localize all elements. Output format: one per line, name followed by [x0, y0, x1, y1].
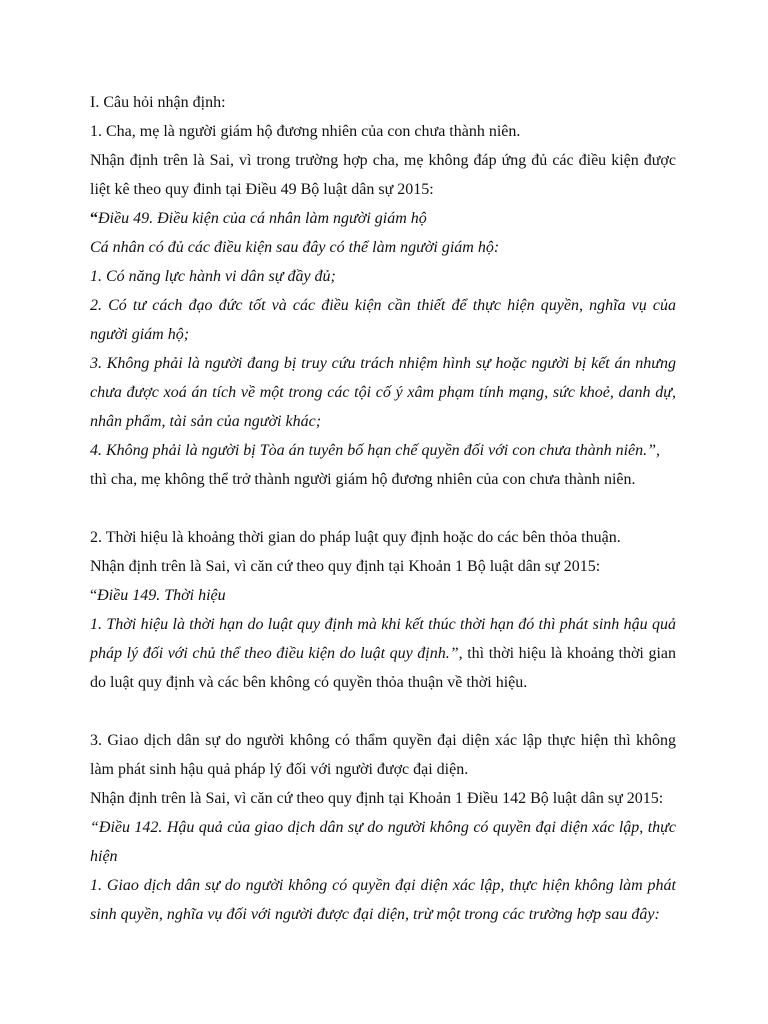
q1-item-4: 4. Không phải là người bị Tòa án tuyên bố hạn chế quyền đối với con chưa thành niên.”,	[90, 442, 661, 459]
paragraph-spacer	[90, 494, 676, 523]
q1-quote-open: “	[90, 210, 98, 227]
q3-answer: Nhận định trên là Sai, vì căn cứ theo quy định tại Khoản 1 Điều 142 Bộ luật dân sự 2015:	[90, 790, 664, 807]
q1-item-1: 1. Có năng lực hành vi dân sự đầy đủ;	[90, 268, 336, 285]
q3-article-title: “Điều 142. Hậu quả của giao dịch dân sự do người không có quyền đại diện xác lập, thực hiện	[90, 819, 676, 865]
q2-article-title: Điều 149. Thời hiệu	[97, 587, 226, 604]
paragraph-spacer	[90, 697, 676, 726]
q3-item-1: 1. Giao dịch dân sự do người không có quyền đại diện xác lập, thực hiện không làm phát sinh quyền, nghĩa vụ đối với người được đại diện, trừ một trong các trường hợp sau đây:	[90, 877, 676, 923]
q1-item-3: 3. Không phải là người đang bị truy cứu trách nhiệm hình sự hoặc người bị kết án nhưng chưa được xoá án tích về một trong các tội cố ý xâm phạm tính mạng, sức khoẻ, danh dự, nhân phẩm, tài sản của người khác;	[90, 355, 676, 430]
q1-item-2: 2. Có tư cách đạo đức tốt và các điều kiện cần thiết để thực hiện quyền, nghĩa vụ của người giám hộ;	[90, 297, 676, 343]
q2-conclusion: thì thời hiệu là khoảng thời gian do luật quy định và các bên không có quyền thỏa thuận về thời hiệu.	[90, 645, 676, 691]
q2-item-1-paragraph	[90, 610, 676, 697]
q1-article-title: Điều 49. Điều kiện của cá nhân làm người giám hộ	[98, 210, 427, 227]
section-heading: I. Câu hỏi nhận định:	[90, 94, 226, 111]
q2-item-1: 1. Thời hiệu là thời hạn do luật quy định mà khi kết thúc thời hạn đó thì phát sinh hậu quả pháp lý đối với chủ thể theo điều kiện do luật quy định.”,	[90, 616, 676, 662]
q2-statement: 2. Thời hiệu là khoảng thời gian do pháp luật quy định hoặc do các bên thỏa thuận.	[90, 529, 621, 546]
q2-quote-open: “	[90, 587, 98, 604]
q1-article-title-line	[90, 204, 676, 233]
q1-conclusion: thì cha, mẹ không thể trở thành người giám hộ đương nhiên của con chưa thành niên.	[90, 471, 636, 488]
q1-answer: Nhận định trên là Sai, vì trong trường hợp cha, mẹ không đáp ứng đủ các điều kiện được liệt kê theo quy đinh tại Điều 49 Bộ luật dân sự 2015:	[90, 152, 676, 198]
q1-statement: 1. Cha, mẹ là người giám hộ đương nhiên của con chưa thành niên.	[90, 123, 521, 140]
document-body	[90, 88, 676, 929]
q2-article-title-line	[90, 581, 676, 610]
q3-statement: 3. Giao dịch dân sự do người không có thẩm quyền đại diện xác lập thực hiện thì không làm phát sinh hậu quả pháp lý đối với người được đại diện.	[90, 732, 676, 778]
q2-answer: Nhận định trên là Sai, vì căn cứ theo quy định tại Khoản 1 Bộ luật dân sự 2015:	[90, 558, 601, 575]
q1-article-intro: Cá nhân có đủ các điều kiện sau đây có thể làm người giám hộ:	[90, 239, 500, 256]
